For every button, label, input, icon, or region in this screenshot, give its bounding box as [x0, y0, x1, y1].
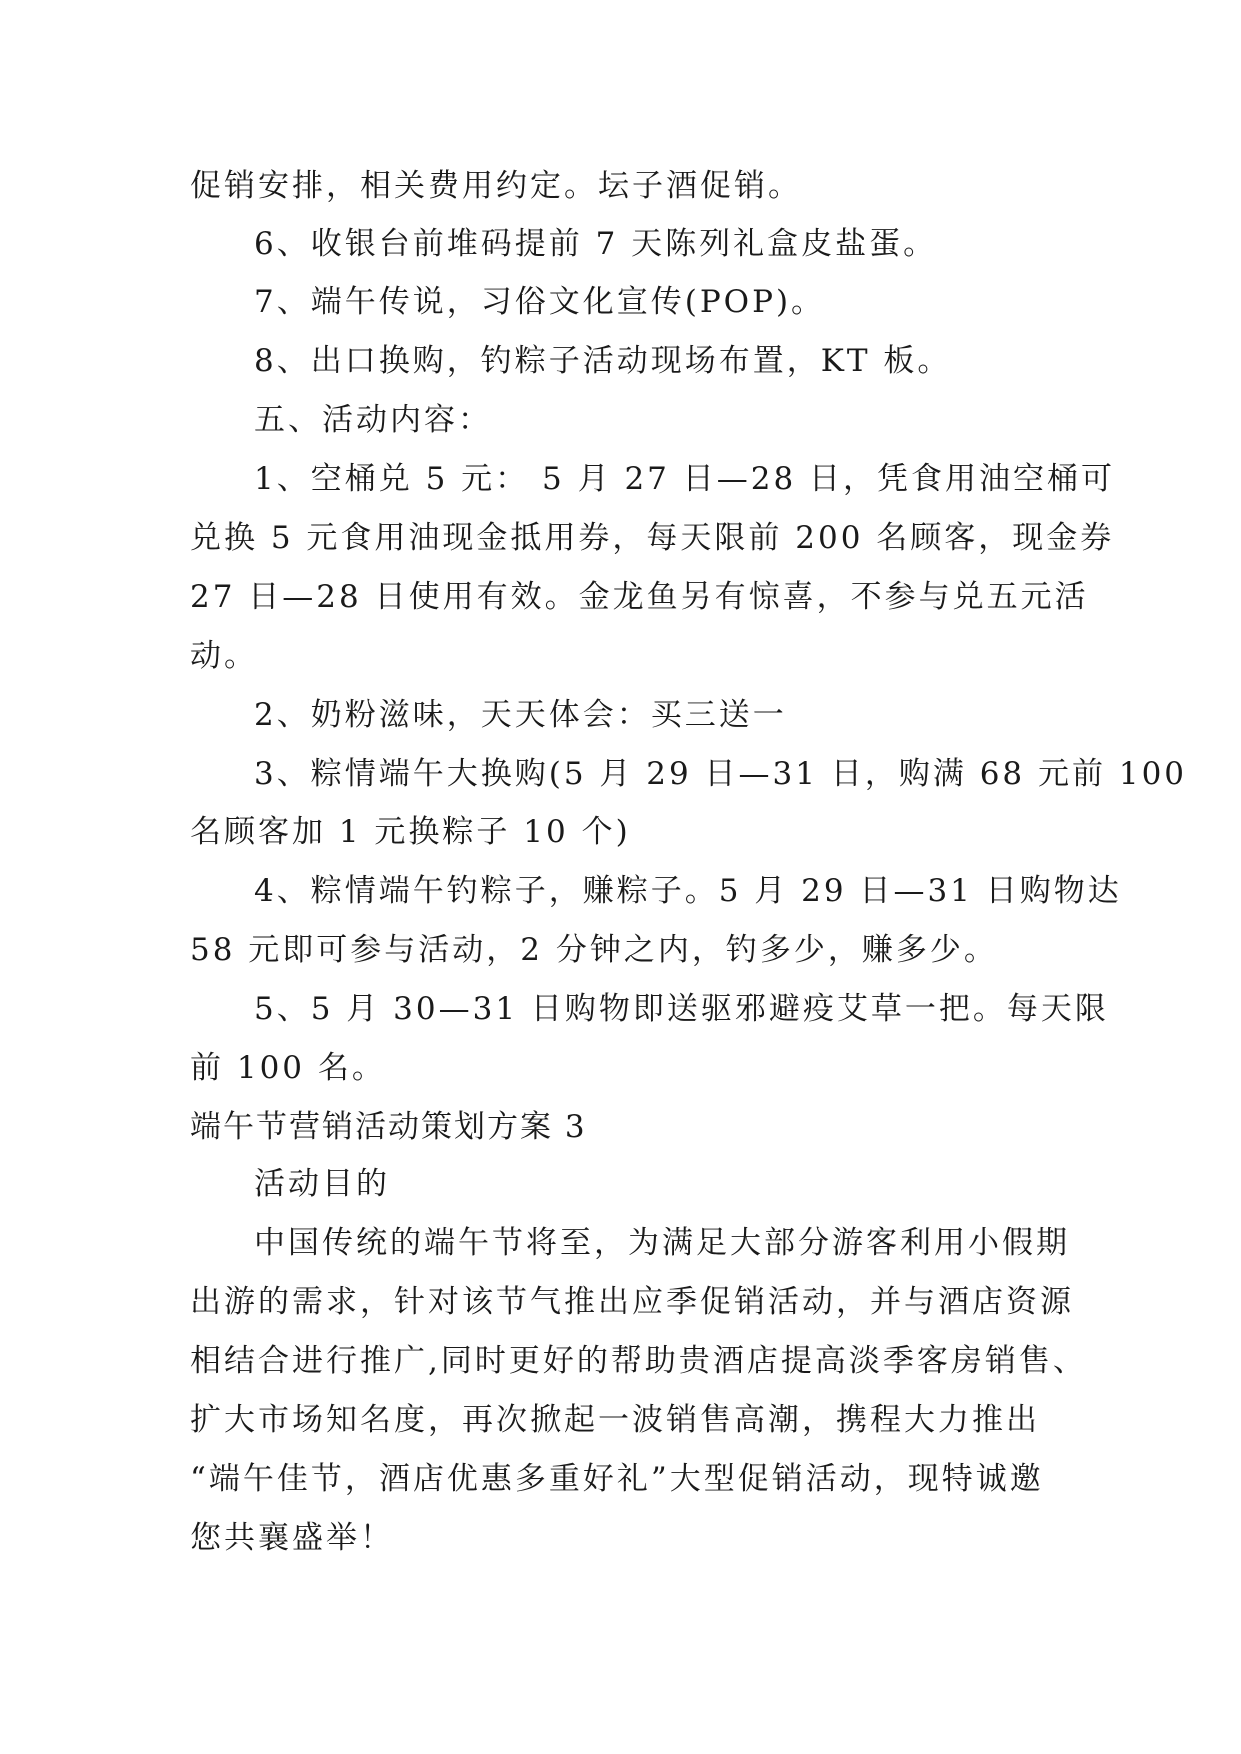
paragraph-line: 促销安排，相关费用约定。坛子酒促销。: [190, 168, 802, 204]
paragraph-line: 3、粽情端午大换购(5 月 29 日—31 日，购满 68 元前 100: [254, 756, 1188, 792]
paragraph-line: 2、奶粉滋味，天天体会：买三送一: [254, 697, 787, 733]
paragraph-line: 58 元即可参与活动，2 分钟之内，钓多少，赚多少。: [190, 932, 998, 968]
paragraph-line: “端午佳节，酒店优惠多重好礼”大型促销活动，现特诚邀: [190, 1461, 1044, 1497]
section-heading: 活动目的: [254, 1166, 390, 1202]
paragraph-line: 出游的需求，针对该节气推出应季促销活动，并与酒店资源: [190, 1284, 1074, 1320]
paragraph-line: 名顾客加 1 元换粽子 10 个): [190, 814, 631, 850]
paragraph-line: 您共襄盛举！: [190, 1520, 394, 1556]
paragraph-line: 前 100 名。: [190, 1050, 386, 1086]
paragraph-line: 4、粽情端午钓粽子，赚粽子。5 月 29 日—31 日购物达: [254, 873, 1122, 909]
paragraph-line: 中国传统的端午节将至，为满足大部分游客利用小假期: [254, 1225, 1070, 1261]
paragraph-line: 扩大市场知名度，再次掀起一波销售高潮，携程大力推出: [190, 1402, 1040, 1438]
paragraph-line: 6、收银台前堆码提前 7 天陈列礼盒皮盐蛋。: [254, 226, 938, 262]
paragraph-line: 27 日—28 日使用有效。金龙鱼另有惊喜，不参与兑五元活: [190, 579, 1089, 615]
section-heading: 五、活动内容：: [254, 402, 492, 438]
paragraph-line: 1、空桶兑 5 元： 5 月 27 日—28 日，凭食用油空桶可: [254, 461, 1116, 497]
paragraph-line: 动。: [190, 638, 258, 674]
paragraph-line: 8、出口换购，钓粽子活动现场布置，KT 板。: [254, 343, 952, 379]
paragraph-line: 5、5 月 30—31 日购物即送驱邪避疫艾草一把。每天限: [254, 991, 1109, 1027]
paragraph-line: 7、端午传说，习俗文化宣传(POP)。: [254, 284, 826, 320]
paragraph-line: 兑换 5 元食用油现金抵用券，每天限前 200 名顾客，现金券: [190, 520, 1115, 556]
document-heading: 端午节营销活动策划方案 3: [190, 1109, 587, 1145]
paragraph-line: 相结合进行推广,同时更好的帮助贵酒店提高淡季客房销售、: [190, 1343, 1087, 1379]
